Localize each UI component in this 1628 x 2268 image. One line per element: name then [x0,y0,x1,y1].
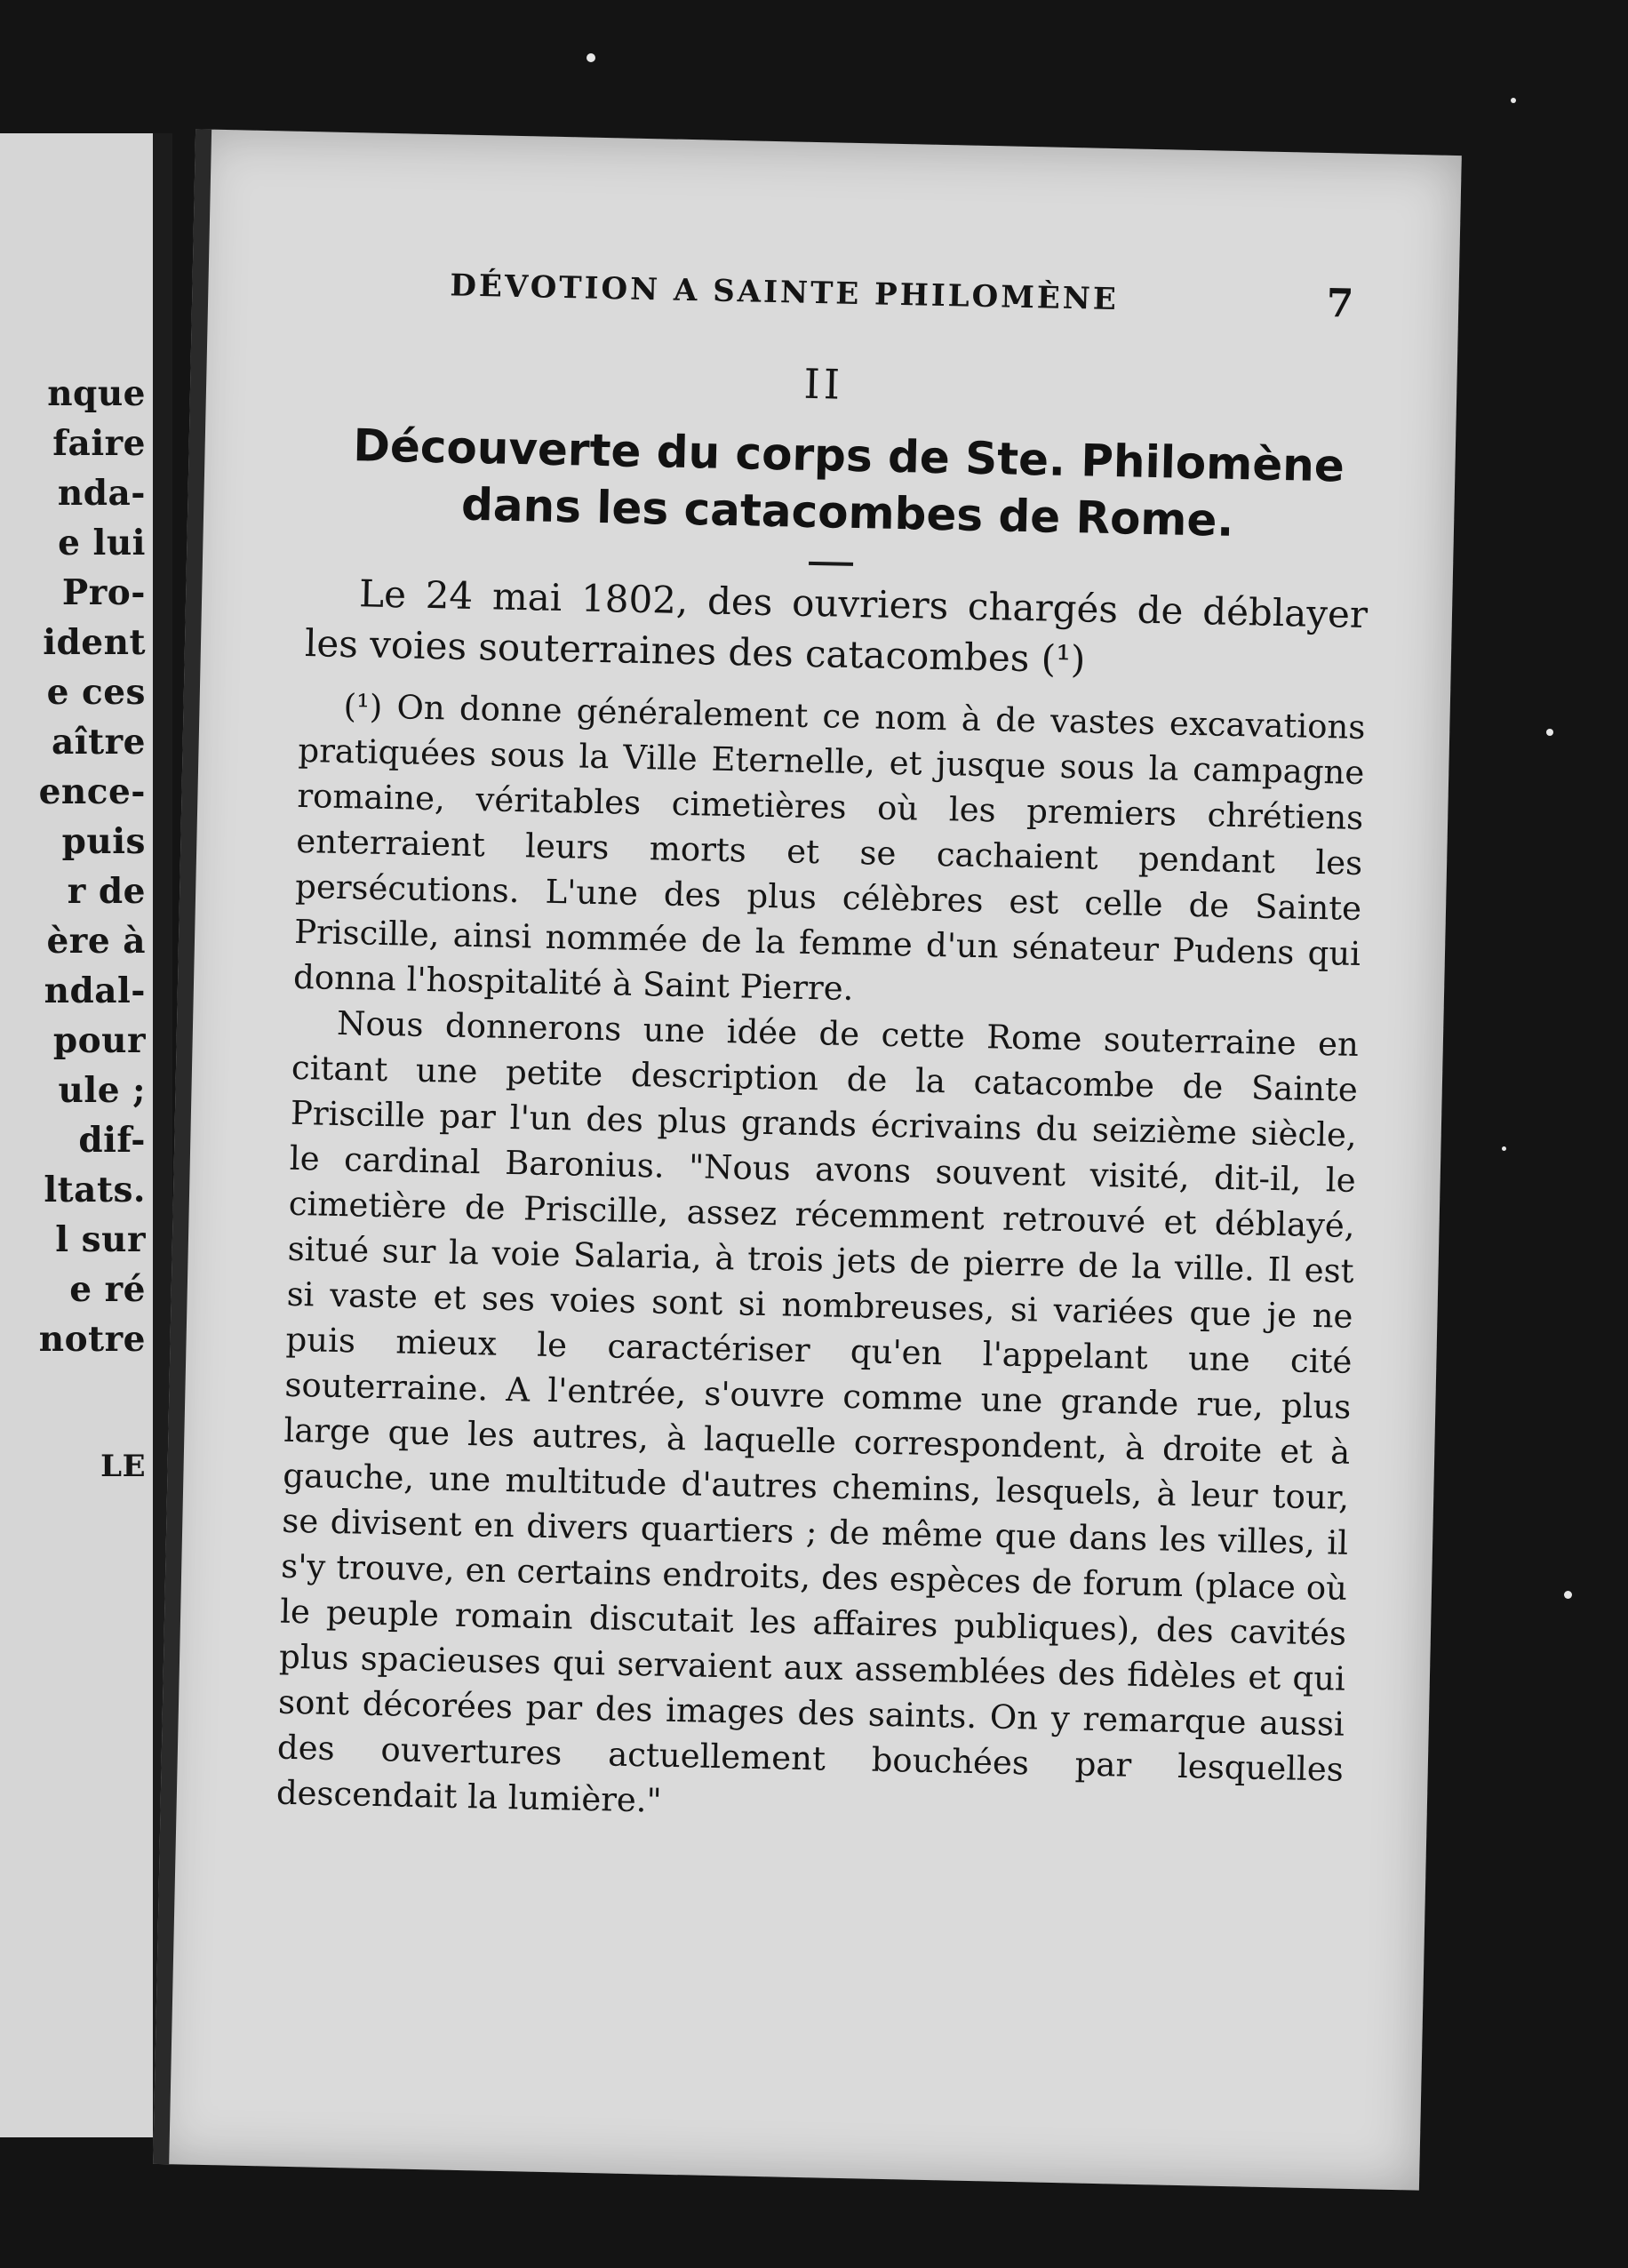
title-line: dans les catacombes de Rome. [460,478,1235,547]
left-fragment: ère à [46,921,146,962]
left-fragment: l sur [55,1219,146,1260]
title-line: Découverte du corps de Ste. Philomène [352,419,1345,492]
chapter-title [321,416,1376,552]
left-fragment: LE [100,1449,146,1484]
book-page [153,129,1462,2190]
footnote-paragraph: (¹) On donne généralement ce nom à de vastes excavations pratiquées sous la Ville Eternelle, et jusque sous la campagne romaine, véritables cimetières où les premiers chrétiens enterraient leurs morts et se cachaient pendant les persécutions. L'une des plus célèbres est celle de Sainte Priscille, ainsi nommée de la femme d'un sénateur Pudens qui donna l'hospitalité à Saint Pierre. [292,686,1366,1009]
left-fragment: notre [38,1319,146,1360]
left-fragment: nque [47,373,146,414]
left-fragment: puis [61,821,146,862]
title-rule [809,562,853,566]
left-fragment: ltats. [44,1170,146,1210]
left-fragment: pour [52,1020,146,1061]
left-fragment: ident [43,622,146,663]
left-fragment: e lui [58,523,146,563]
left-fragment: Pro- [61,572,146,613]
left-fragment: dif- [78,1120,146,1161]
chapter-number: II [803,359,844,409]
page-number: 7 [1326,281,1357,327]
left-fragment: ule ; [58,1070,146,1111]
running-header [450,268,1357,331]
left-fragment: ence- [38,771,146,812]
footnote-paragraph: Nous donnerons une idée de cette Rome souterraine en citant une petite description de la catacombe de Sainte Priscille par l'un des plus grands écrivains du seizième siècle, le cardinal Baronius. "Nous avons souvent visité, dit-il, le cimetière de Priscille, assez récemment retrouvé et déblayé, situé sur la voie Salaria, à trois jets de pierre de la ville. Il est si vaste et ses voies sont si nombreuses, si variées que je ne puis mieux le caractériser qu'en l'appelant une cité souterraine. A l'entrée, s'ouvre comme une grande rue, plus large que les autres, à laquelle correspondent, à droite et à gauche, une multitude d'autres chemins, lesquels, à leur tour, se divisent en divers quartiers ; de même que dans les villes, il s'y trouve, en certains endroits, des espèces de forum (place où le peuple romain discutait les affaires publiques), des cavités plus spacieuses qui servaient aux assemblées des fidèles et qui sont décorées par des images des saints. On y remarque aussi des ouvertures actuellement bouchées par lesquelles descendait la lumière." [275,1003,1360,1820]
dust-speck [1502,1146,1506,1151]
left-fragment: e ré [69,1269,146,1310]
dust-speck [587,53,595,62]
running-head: DÉVOTION A SAINTE PHILOMÈNE [450,268,1120,318]
left-fragment: aître [52,722,146,763]
dust-speck [1564,1591,1572,1599]
left-fragment: nda- [57,473,146,514]
left-fragment: faire [52,423,146,464]
main-text [304,567,1368,691]
left-fragment: ndal- [44,970,146,1011]
opening-paragraph: Le 24 mai 1802, des ouvriers chargés de déblayer les voies souterraines des catacombes (¹) [304,571,1369,682]
dust-speck [1546,729,1553,736]
dust-speck [1511,98,1516,103]
left-fragment: e ces [46,672,146,713]
left-page-fragment [0,133,153,2137]
left-fragment: r de [67,871,146,912]
footnote [275,683,1365,1838]
